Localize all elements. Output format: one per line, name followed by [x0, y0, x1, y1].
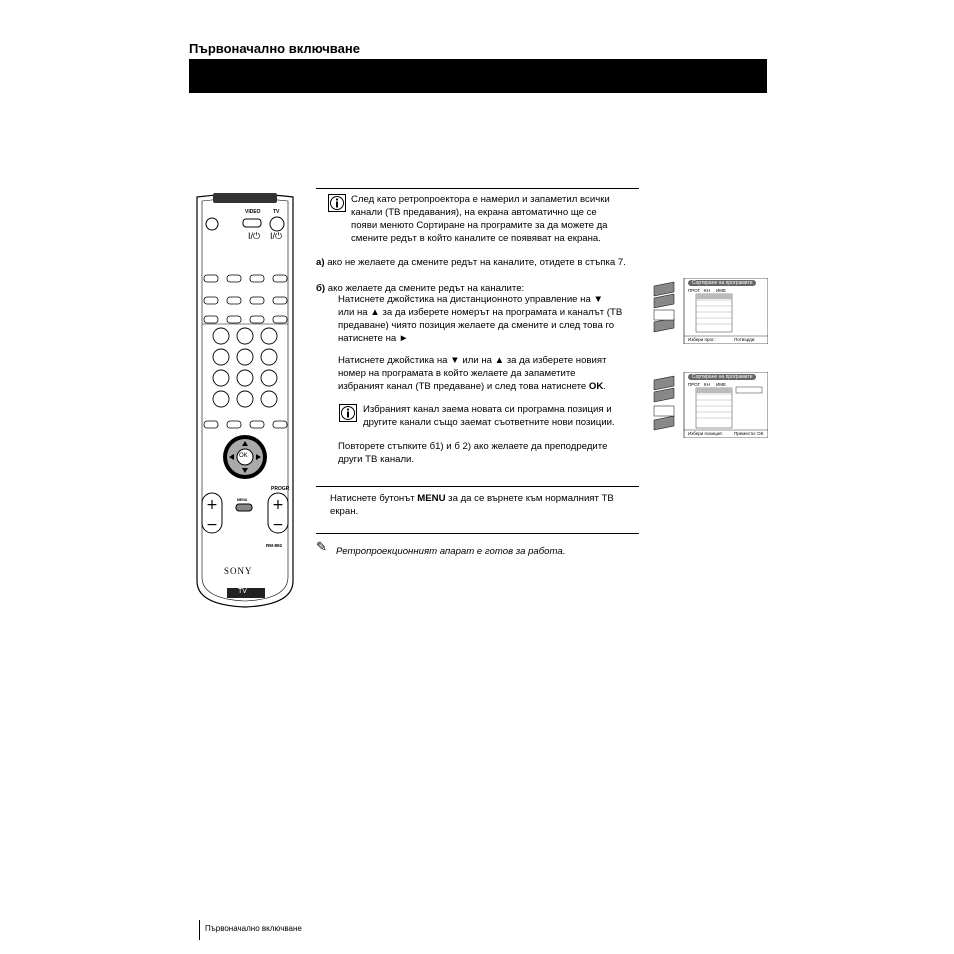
header-bar — [189, 59, 767, 93]
step-b-heading: б) ако желаете да смените редът на каналите: — [316, 283, 525, 294]
tv-badge: TV — [238, 588, 247, 595]
tv-power-label: I/⏻ — [270, 231, 283, 241]
video-power-label: I/⏻ — [248, 231, 261, 241]
done-text: Ретропроекционният апарат е готов за работа. — [336, 546, 566, 557]
screen2-col-prog: ПРОГ — [688, 382, 701, 387]
screen1-col-name: ИМЕ — [716, 288, 726, 293]
step-b1-text: Натиснете джойстика на дистанционното управление на ▼ или на ▲ за да изберете номерът на програмата и каналът (ТВ предаване) чиято позиция желаете да смените и след това го натиснете на ► — [338, 294, 623, 344]
step-b2-text: Натиснете джойстика на ▼ или на ▲ за да изберете новият номер на програмата в който желаете да запаметите избраният канал (ТВ предаване) и след това натиснете OK. — [338, 355, 607, 392]
brand-label: SONY — [224, 566, 253, 576]
step-a: а) ако не желаете да смените редът на каналите, отидете в стъпка 7. — [316, 257, 626, 268]
footer-text: Първоначално включване — [205, 924, 302, 933]
screen2-title: Сортиране на програмите — [688, 374, 756, 380]
screen1-col-prog: ПРОГ — [688, 288, 701, 293]
screen1-footer-right: Потвърди: — [734, 337, 756, 342]
step-b-note: Избраният канал заема новата си програмна позиция и другите канали също заемат съответните нови позиции. — [363, 404, 615, 428]
info-note-icon — [328, 194, 346, 212]
screen2-col-ch: КН — [704, 382, 710, 387]
svg-text:+: + — [206, 497, 218, 513]
menu-step-text: Натиснете бутонът MENU за да се върнете към нормалният ТВ екран. — [330, 493, 614, 517]
menu-label: MENU — [237, 498, 248, 502]
ok-label: OK — [239, 453, 248, 459]
svg-text:+: + — [272, 497, 284, 513]
tv-label: TV — [273, 209, 280, 215]
info-note-icon-2 — [339, 404, 357, 422]
sort-menu-screen-1 — [652, 278, 768, 344]
screen1-footer-left: Избери прог.: — [688, 337, 716, 342]
video-label: VIDEO — [245, 209, 261, 215]
screen1-col-ch: КН — [704, 288, 710, 293]
screen2-footer-right: Премести: OK — [734, 431, 764, 436]
model-label: RM-892 — [266, 543, 283, 548]
sort-menu-screen-2 — [652, 372, 768, 438]
thumbs-up-icon: ✎ — [316, 539, 327, 554]
footer-rule — [199, 920, 200, 940]
divider-bottom — [316, 533, 639, 534]
screen2-footer-left: Избери позиция: — [688, 431, 723, 436]
page-title: Първоначално включване — [189, 41, 360, 56]
svg-text:−: − — [206, 517, 218, 533]
svg-text:−: − — [272, 517, 284, 533]
divider-mid — [316, 486, 639, 487]
screen2-col-name: ИМЕ — [716, 382, 726, 387]
progr-label: PROGR — [271, 486, 290, 492]
step-b-repeat: Повторете стъпките б1) и б 2) ако желаете да преподредите други ТВ канали. — [338, 441, 608, 465]
intro-text: След като ретропроектора е намерил и запаметил всички канали (ТВ предавания), на екрана автоматично ще се появи менюто Сортиране на програмите за да можете да смените редът в който каналите се появяват на екрана. — [351, 194, 610, 244]
divider-top — [316, 188, 639, 189]
screen1-title: Сортиране на програмите — [688, 280, 756, 286]
